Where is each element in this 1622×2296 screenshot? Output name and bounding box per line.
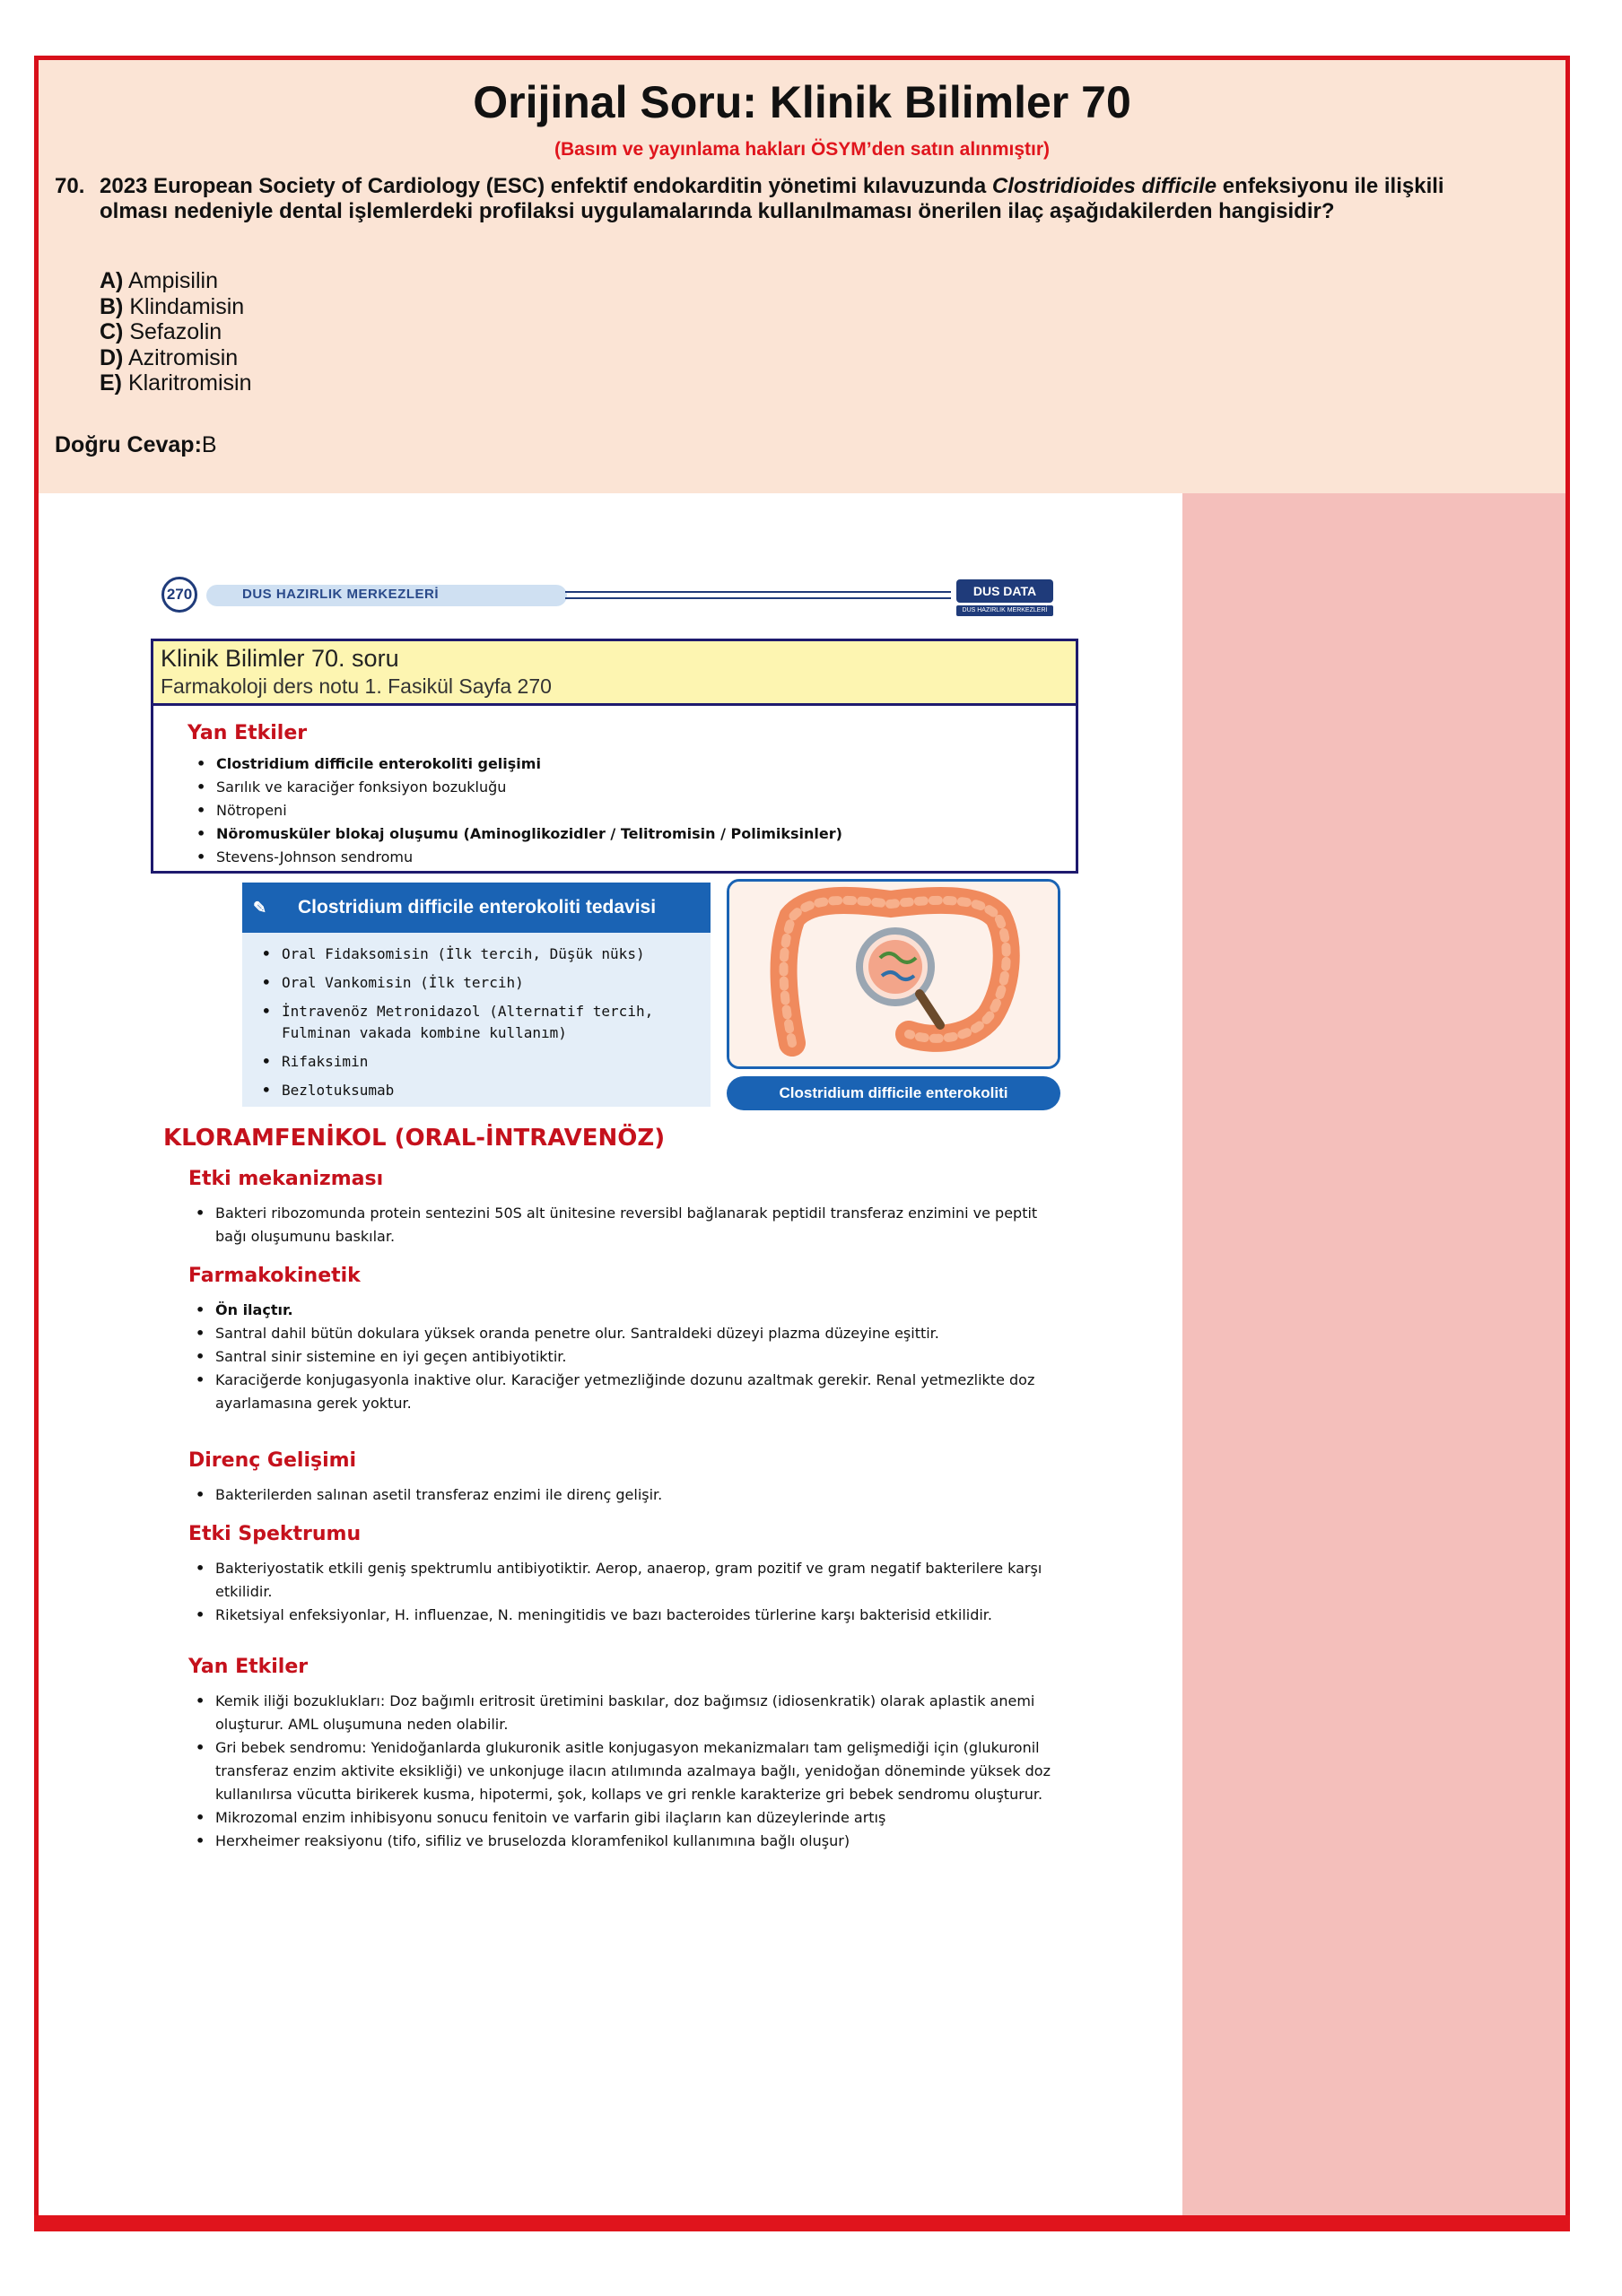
- illustration-caption: Clostridium difficile enterokoliti: [727, 1076, 1060, 1110]
- list-item: • Sarılık ve karaciğer fonksiyon bozukluğu: [189, 776, 1051, 799]
- colon-icon: [729, 882, 1058, 1066]
- question-text-part-b: enfeksiyonu ile ilişkili olması nedeniyle dental işlemlerdeki profilaksi uygulamalarında kullanılmaması önerilen ilaç aşağıdakilerden hangisidir?: [100, 174, 1444, 223]
- section-heading: Etki mekanizması: [188, 1168, 384, 1190]
- page-number-badge: 270: [161, 577, 197, 613]
- list-item: • Oral Fidaksomisin (İlk tercih, Düşük nüks): [255, 944, 703, 965]
- list-item: • Kemik iliği bozuklukları: Doz bağımlı eritrosit üretimini baskılar, doz bağımsız (idiosenkratik) olarak aplastik anemi oluşturur. AML oluşumuna neden olabilir.: [188, 1690, 1059, 1736]
- section-heading: Direnç Gelişimi: [188, 1449, 357, 1472]
- spectrum-list: [188, 1557, 1059, 1627]
- colon-illustration: [727, 879, 1060, 1069]
- correct-answer: Doğru Cevap:B: [55, 432, 217, 457]
- chloramphenicol-heading: KLORAMFENİKOL (ORAL-İNTRAVENÖZ): [163, 1125, 666, 1152]
- header-rule: [565, 597, 951, 599]
- list-item: • Rifaksimin: [255, 1051, 703, 1073]
- list-item: • Nötropeni: [189, 799, 1051, 822]
- option-b[interactable]: B) Klindamisin: [100, 293, 245, 319]
- list-item: • İntravenöz Metronidazol (Alternatif tercih, Fulminan vakada kombine kullanım): [255, 1001, 703, 1044]
- dusdata-logo: DUS DATA DUS HAZIRLIK MERKEZLERİ: [949, 574, 1057, 619]
- list-item: • Oral Vankomisin (İlk tercih): [255, 972, 703, 994]
- list-item: • Nöromusküler blokaj oluşumu (Aminoglikozidler / Telitromisin / Polimiksinler): [189, 822, 1051, 846]
- treatment-list: [255, 944, 703, 1109]
- side-effects2-list: [188, 1690, 1059, 1853]
- list-item: • Bakteri ribozomunda protein sentezini 50S alt ünitesine reversibl bağlanarak peptidil transferaz enzimini ve peptit bağı oluşumunu baskılar.: [188, 1202, 1059, 1248]
- book-header-text: DUS HAZIRLIK MERKEZLERİ: [242, 587, 439, 602]
- header-rule: [565, 591, 951, 593]
- list-item: • Clostridium difficile enterokoliti gelişimi: [189, 752, 1051, 776]
- question-text-italic: Clostridioides difficile: [991, 174, 1217, 198]
- section-heading: Etki Spektrumu: [188, 1523, 362, 1545]
- question-number: 70.: [55, 174, 85, 198]
- list-item: • Herxheimer reaksiyonu (tifo, sifiliz ve bruselozda kloramfenikol kullanımına bağlı oluşur): [188, 1830, 1059, 1853]
- reference-note-subtitle: Farmakoloji ders notu 1. Fasikül Sayfa 270: [161, 674, 552, 698]
- pharmacokinetics-list: [188, 1299, 1059, 1415]
- copyright-note: (Basım ve yayınlama hakları ÖSYM’den satın alınmıştır): [554, 139, 1051, 160]
- list-item: • Ön ilaçtır.: [188, 1299, 1059, 1322]
- list-item: • Santral dahil bütün dokulara yüksek oranda penetre olur. Santraldeki düzeyi plazma düzeyine eşittir.: [188, 1322, 1059, 1345]
- list-item: • Gri bebek sendromu: Yenidoğanlarda glukuronik asitle konjugasyon mekanizmaları tam gelişmediği için (glukuronil transferaz enzim aktivite eksikliği) ve unkonjuge ilacın atılımında azalmaya bağlı, yenidoğan döneminde yüksek doz kullanılırsa vücutta birikerek kusma, hipotermi, şok, kollaps ve gri renkle karakterize gri bebek sendromu oluşturur.: [188, 1736, 1059, 1806]
- option-d[interactable]: D) Azitromisin: [100, 344, 239, 370]
- section-heading: Yan Etkiler: [188, 1656, 309, 1678]
- side-panel: [1182, 493, 1565, 2215]
- list-item: • Santral sinir sistemine en iyi geçen antibiyotiktir.: [188, 1345, 1059, 1369]
- answer-options: [100, 268, 251, 396]
- option-c[interactable]: C) Sefazolin: [100, 319, 222, 344]
- list-item: • Bakteriyostatik etkili geniş spektrumlu antibiyotiktir. Aerop, anaerop, gram pozitif ve gram negatif bakterilere karşı etkilidir.: [188, 1557, 1059, 1604]
- textbook-page: [144, 565, 1077, 1910]
- option-e[interactable]: E) Klaritromisin: [100, 370, 252, 396]
- mechanism-list: [188, 1202, 1059, 1248]
- pill-icon: ✎: [253, 899, 267, 917]
- list-item: • Karaciğerde konjugasyonla inaktive olur. Karaciğer yetmezliğinde dozunu azaltmak gerekir. Renal yetmezlikte doz ayarlamasına gerek yoktur.: [188, 1369, 1059, 1415]
- resistance-list: [188, 1483, 1059, 1507]
- section-heading: Farmakokinetik: [188, 1265, 361, 1287]
- list-item: • Bakterilerden salınan asetil transferaz enzimi ile direnç gelişir.: [188, 1483, 1059, 1507]
- page-title: Orijinal Soru: Klinik Bilimler 70: [473, 77, 1131, 127]
- question-panel: [39, 60, 1565, 493]
- reference-note-box: [151, 639, 1078, 874]
- bottom-red-bar: [34, 2215, 1570, 2231]
- treatment-box: [242, 883, 711, 1107]
- side-effects-list: [189, 752, 1051, 869]
- list-item: • Stevens-Johnson sendromu: [189, 846, 1051, 869]
- option-a[interactable]: A) Ampisilin: [100, 268, 218, 293]
- reference-note-title: Klinik Bilimler 70. soru: [161, 645, 399, 672]
- section-heading: Yan Etkiler: [187, 722, 308, 744]
- question-text: [100, 174, 1499, 224]
- list-item: • Bezlotuksumab: [255, 1080, 703, 1101]
- list-item: • Riketsiyal enfeksiyonlar, H. influenzae, N. meningitidis ve bazı bacteroides türlerine karşı bakterisid etkilidir.: [188, 1604, 1059, 1627]
- treatment-header: ✎ Clostridium difficile enterokoliti tedavisi: [242, 883, 711, 933]
- reference-note-header: [153, 641, 1076, 706]
- question-text-part-a: 2023 European Society of Cardiology (ESC) enfektif endokarditin yönetimi kılavuzunda: [100, 174, 992, 198]
- list-item: • Mikrozomal enzim inhibisyonu sonucu fenitoin ve varfarin gibi ilaçların kan düzeylerinde artış: [188, 1806, 1059, 1830]
